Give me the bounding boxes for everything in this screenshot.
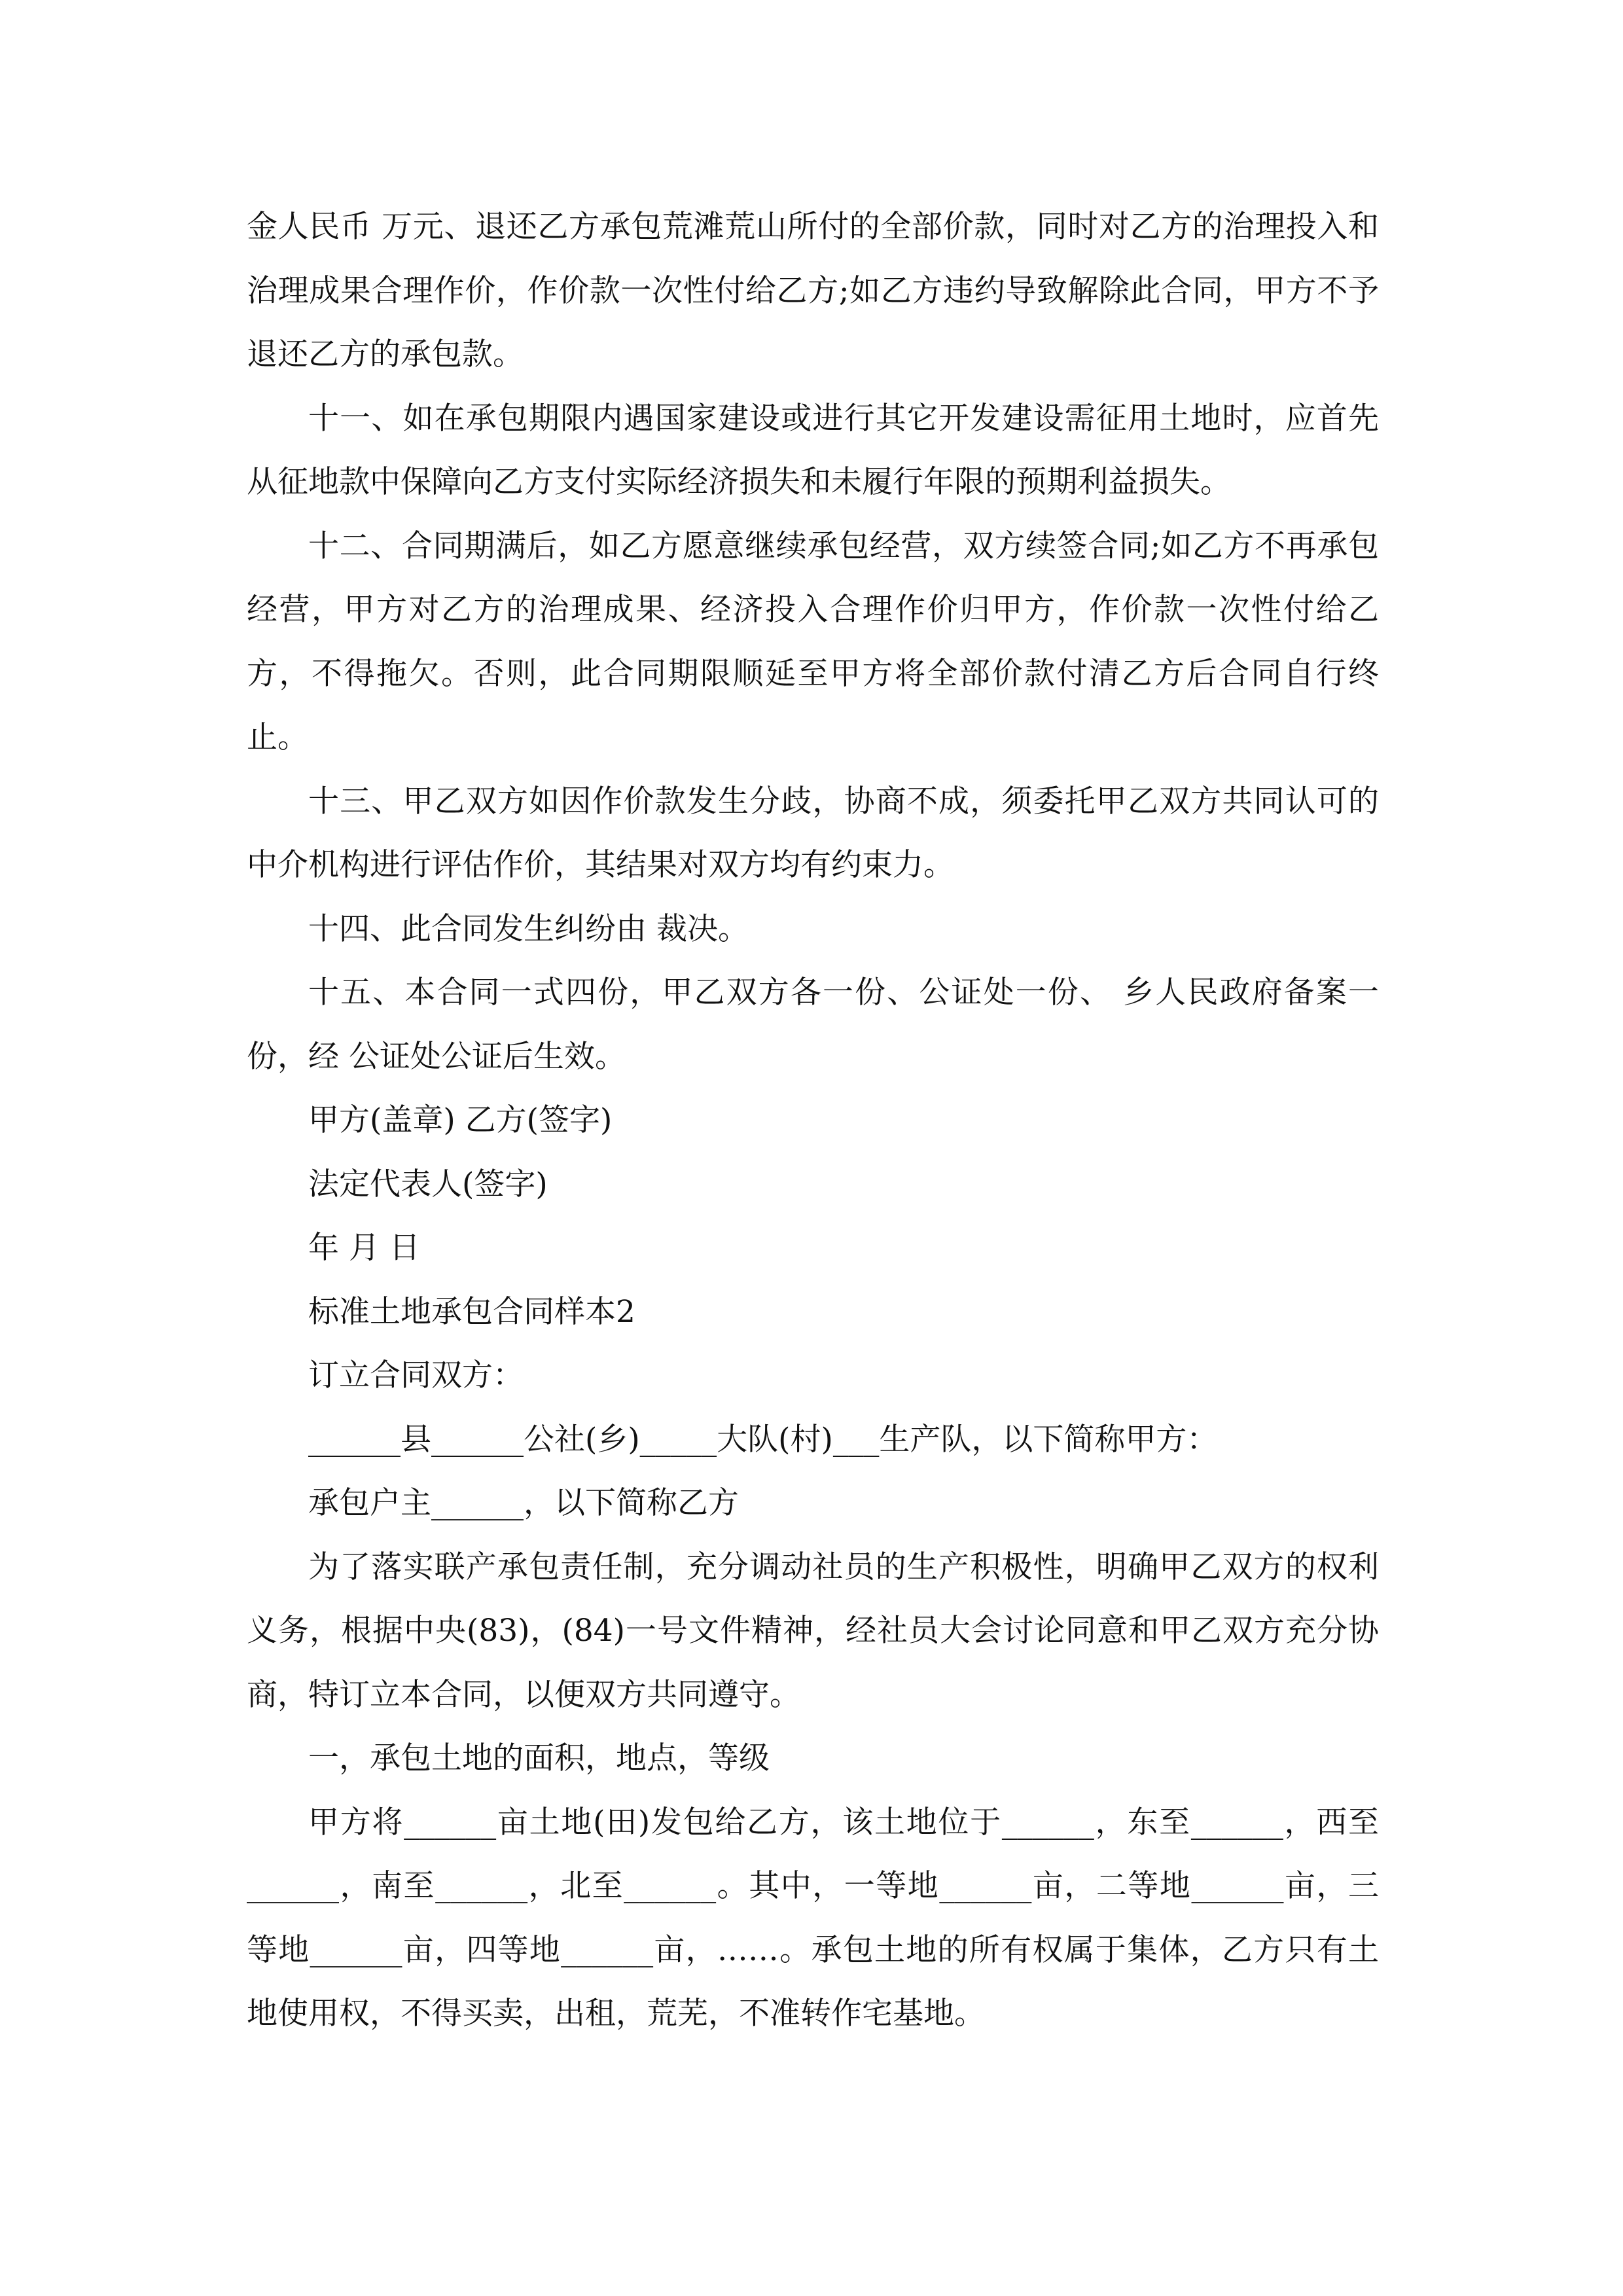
document-body <box>247 195 1379 2046</box>
clause-13: 十三、甲乙双方如因作价款发生分歧，协商不成，须委托甲乙双方共同认可的中介机构进行评估作价，其结果对双方均有约束力。 <box>247 783 1379 883</box>
clause-14: 十四、此合同发生纠纷由 裁决。 <box>308 910 749 947</box>
party-b-line: 承包户主______，以下简称乙方 <box>308 1485 739 1521</box>
party-a-line: ______县______公社(乡)_____大队(村)___生产队，以下简称甲方： <box>308 1421 1218 1458</box>
signature-parties: 甲方(盖章) 乙方(签字) <box>308 1102 613 1138</box>
contract-parties-heading: 订立合同双方： <box>308 1357 524 1393</box>
signature-legal-rep: 法定代表人(签字) <box>308 1166 548 1202</box>
sample-title: 标准土地承包合同样本2 <box>308 1293 635 1330</box>
section-1-body: 甲方将______亩土地(田)发包给乙方，该土地位于______，东至______，西至______，南至______，北至______。其中，一等地______亩，二等地______亩，三等地______亩，四等地______亩，……。承包土地的所有权属于集体，乙方只有土地使用权，不得买卖，出租，荒芜，不准转作宅基地。 <box>247 1804 1379 2032</box>
preamble: 为了落实联产承包责任制，充分调动社员的生产积极性，明确甲乙双方的权利义务，根据中央(83)，(84)一号文件精神，经社员大会讨论同意和甲乙双方充分协商，特订立本合同，以便双方共同遵守。 <box>247 1549 1379 1713</box>
paragraph-continuation: 金人民币 万元、退还乙方承包荒滩荒山所付的全部价款，同时对乙方的治理投入和治理成果合理作价，作价款一次性付给乙方;如乙方违约导致解除此合同，甲方不予退还乙方的承包款。 <box>247 209 1379 372</box>
section-1-heading: 一，承包土地的面积，地点，等级 <box>308 1740 770 1776</box>
signature-date: 年 月 日 <box>308 1230 420 1266</box>
clause-15: 十五、本合同一式四份，甲乙双方各一份、公证处一份、 乡人民政府备案一份，经 公证处公证后生效。 <box>247 975 1379 1075</box>
clause-11: 十一、如在承包期限内遇国家建设或进行其它开发建设需征用土地时，应首先从征地款中保障向乙方支付实际经济损失和未履行年限的预期利益损失。 <box>247 400 1379 500</box>
clause-12: 十二、合同期满后，如乙方愿意继续承包经营，双方续签合同;如乙方不再承包经营，甲方对乙方的治理成果、经济投入合理作价归甲方，作价款一次性付给乙方，不得拖欠。否则，此合同期限顺延至甲方将全部价款付清乙方后合同自行终止。 <box>247 528 1379 755</box>
